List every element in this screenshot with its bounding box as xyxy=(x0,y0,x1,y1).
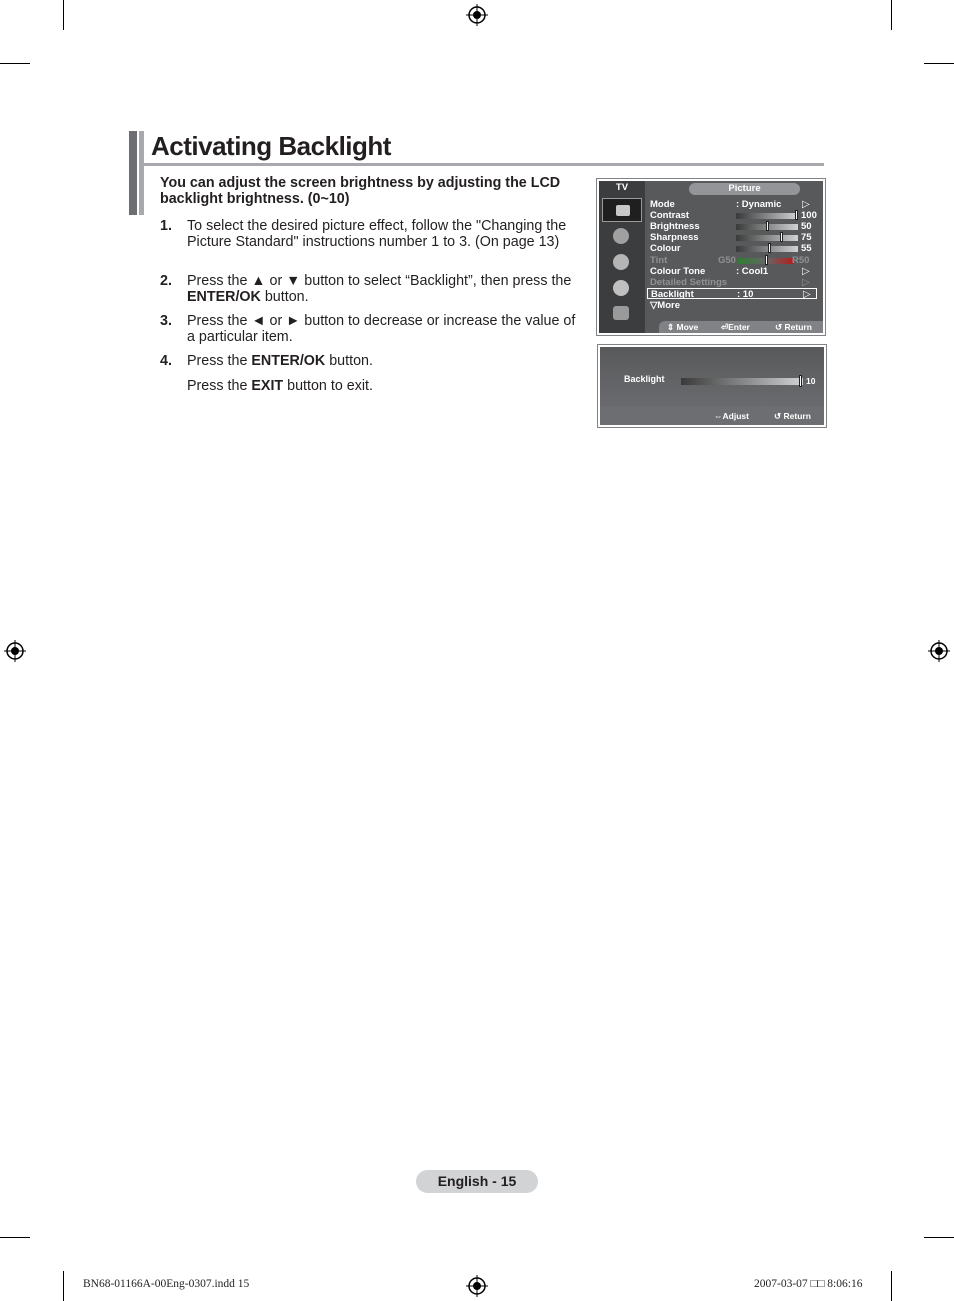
intro-text: You can adjust the screen brightness by adjusting the LCD backlight brightness. (0~10) xyxy=(160,175,561,207)
step-text: Press the ENTER/OK button. xyxy=(187,353,373,369)
colour-slider[interactable] xyxy=(736,246,798,252)
return-icon: ↺ xyxy=(775,322,783,332)
brightness-slider[interactable] xyxy=(736,224,798,230)
crop-mark xyxy=(924,1237,954,1238)
registration-mark-icon xyxy=(466,4,488,26)
enter-hint: ⏎Enter xyxy=(721,322,750,332)
input-icon[interactable] xyxy=(613,306,629,320)
slider-knob xyxy=(766,221,769,231)
title-rule xyxy=(144,163,824,166)
slider-knob xyxy=(768,243,771,253)
picture-menu xyxy=(599,181,823,333)
backlight-label: Backlight xyxy=(624,374,665,384)
sharpness-slider[interactable] xyxy=(736,235,798,241)
arrow-right-icon: ▷ xyxy=(802,266,810,277)
page-number-badge: English - 15 xyxy=(416,1170,538,1193)
registration-mark-icon xyxy=(928,640,950,662)
move-hint: ⇕ Move xyxy=(667,322,699,332)
date-slug: 2007-03-07 □□ 8:06:16 xyxy=(754,1278,863,1290)
backlight-osd-screenshot xyxy=(597,344,827,428)
crop-mark xyxy=(63,0,64,30)
menu-item-colour[interactable]: Colour 55 xyxy=(650,243,812,254)
left-right-icon: ⇔ xyxy=(714,411,723,421)
menu-header: Picture xyxy=(689,183,800,195)
arrow-right-icon: ▷ xyxy=(802,277,810,288)
enter-icon: ⏎ xyxy=(721,322,729,332)
channel-icon[interactable] xyxy=(613,254,629,270)
menu-items xyxy=(650,199,822,317)
menu-item-brightness[interactable]: Brightness 50 xyxy=(650,221,812,232)
menu-item-colour-tone[interactable]: Colour Tone : Cool1 ▷ xyxy=(650,266,810,277)
page-title: Activating Backlight xyxy=(151,131,391,161)
crop-mark xyxy=(63,1271,64,1301)
arrow-right-icon: ▷ xyxy=(802,199,810,210)
picture-menu-screenshot xyxy=(596,178,826,336)
step-number: 4. xyxy=(160,353,172,369)
backlight-slider[interactable] xyxy=(681,378,803,385)
crop-mark xyxy=(891,1271,892,1301)
slider-knob[interactable] xyxy=(799,375,802,387)
menu-item-tint[interactable]: Tint G50 R50 xyxy=(650,255,810,266)
adjust-hint: ⇔Adjust xyxy=(714,411,749,421)
step-number: 1. xyxy=(160,218,172,234)
menu-item-contrast[interactable]: Contrast 100 xyxy=(650,210,817,221)
menu-item-more[interactable]: ▽More xyxy=(650,300,681,311)
step-text: Press the ◄ or ► button to decrease or increase the value of a particular item. xyxy=(187,313,576,345)
backlight-osd xyxy=(600,347,824,425)
backlight-value: 10 xyxy=(806,376,816,386)
backlight-footer xyxy=(600,409,824,423)
menu-item-sharpness[interactable]: Sharpness 75 xyxy=(650,232,812,243)
registration-mark-icon xyxy=(4,640,26,662)
crop-mark xyxy=(891,0,892,30)
picture-icon[interactable] xyxy=(602,198,642,222)
slider-knob xyxy=(795,210,798,220)
tint-slider[interactable] xyxy=(738,258,794,264)
step-number: 2. xyxy=(160,273,172,289)
step-number: 3. xyxy=(160,313,172,329)
menu-item-backlight[interactable]: Backlight : 10 ▷ xyxy=(647,288,817,299)
step-text: To select the desired picture effect, follow the "Changing the Picture Standard" instructions number 1 to 3. (On page 13) xyxy=(187,218,567,250)
slider-knob xyxy=(780,232,783,242)
menu-footer xyxy=(659,321,823,333)
arrow-right-icon: ▷ xyxy=(803,289,811,300)
return-hint: ↺ Return xyxy=(775,322,812,332)
sound-icon[interactable] xyxy=(613,228,629,244)
menu-item-detailed-settings[interactable]: Detailed Settings ▷ xyxy=(650,277,810,288)
title-accent-bar xyxy=(129,131,144,215)
up-down-icon: ⇕ xyxy=(667,322,675,332)
tv-tab: TV xyxy=(615,182,629,193)
slider-knob xyxy=(765,255,768,265)
crop-mark xyxy=(0,1237,30,1238)
return-hint: ↺ Return xyxy=(774,411,811,421)
contrast-slider[interactable] xyxy=(736,213,798,219)
return-icon: ↺ xyxy=(774,411,782,421)
setup-icon[interactable] xyxy=(613,280,629,296)
crop-mark xyxy=(924,63,954,64)
registration-mark-icon xyxy=(466,1275,488,1297)
menu-item-mode[interactable]: Mode : Dynamic ▷ xyxy=(650,199,810,210)
step-text: Press the ▲ or ▼ button to select “Backlight”, then press the ENTER/OK button. xyxy=(187,273,572,305)
file-slug: BN68-01166A-00Eng-0307.indd 15 xyxy=(83,1278,250,1290)
crop-mark xyxy=(0,63,30,64)
